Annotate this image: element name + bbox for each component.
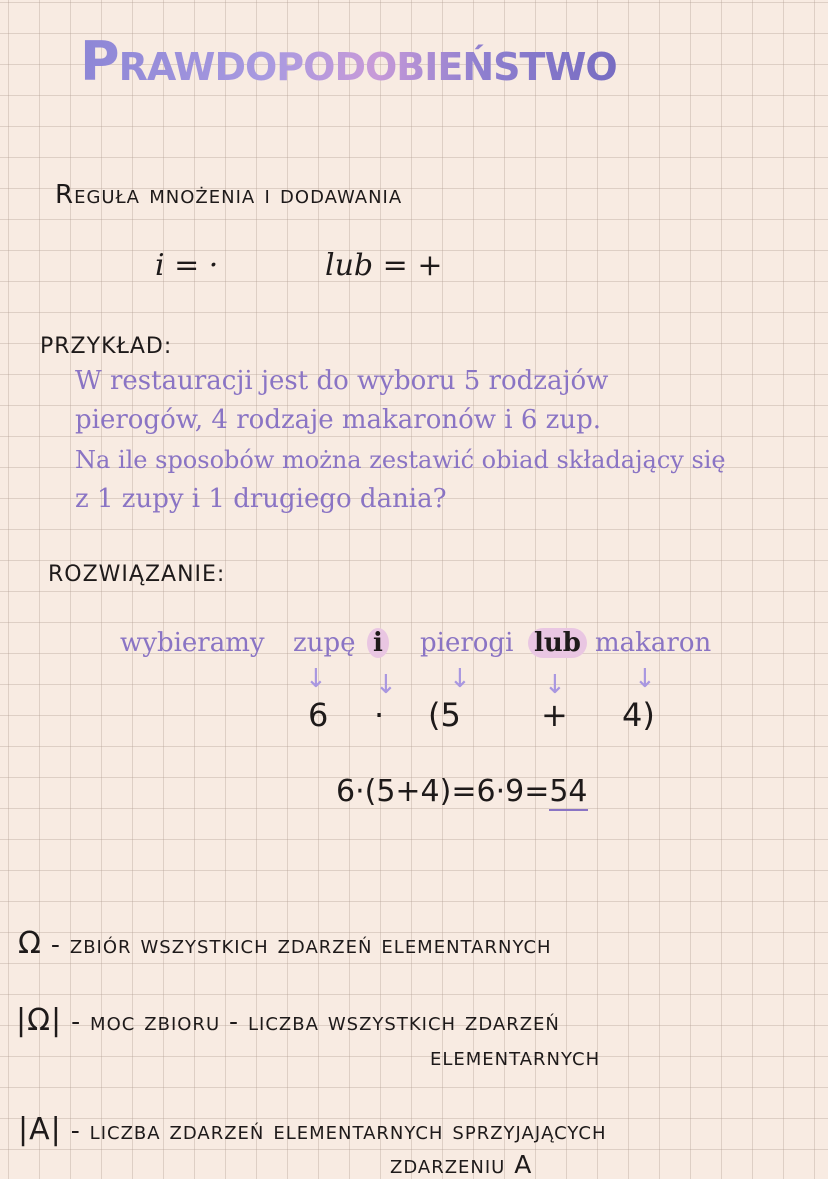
page-title: Prawdopodobieństwo [80,30,617,93]
omega-symbol: Ω [18,926,42,961]
omega-card-text: - moc zbioru - liczba wszystkich zdarzeń [71,1007,560,1036]
value-makaron: 4) [622,696,655,734]
arrow-lub: ↓ [544,670,566,700]
arrow-pierogi: ↓ [449,664,471,694]
example-label: PRZYKŁAD: [40,334,173,359]
word-makaron: makaron [595,628,712,658]
omega-text: - zbiór wszystkich zdarzeń elementarnych [50,930,552,959]
or-rule: lub = + [325,248,443,283]
word-zupe: zupę [293,628,356,658]
omega-card-text-2: elementarnych [430,1042,601,1071]
word-pierogi: pierogi [420,628,514,658]
equation [336,774,588,809]
omega-card-symbol: |Ω| [16,1003,63,1038]
a-symbol: |A| [18,1112,62,1147]
example-line-4: z 1 zupy i 1 drugiego dania? [75,484,447,514]
value-plus: + [541,696,568,734]
a-text: - liczba zdarzeń elementarnych sprzyjających [70,1116,607,1145]
example-line-1: W restauracji jest do wyboru 5 rodzajów [75,366,609,396]
solution-label: ROZWIĄZANIE: [48,562,226,587]
definition-omega-card [16,1003,560,1038]
section-heading: Reguła mnożenia i dodawania [55,180,403,210]
a-text-2: zdarzeniu A [390,1150,533,1179]
and-rule: i = · [155,248,219,283]
equation-main: 6·(5+4)=6·9= [336,774,550,809]
example-line-2: pierogów, 4 rodzaje makaronów i 6 zup. [75,405,602,435]
word-i-highlighted: i [367,628,389,658]
value-pierogi: (5 [428,696,461,734]
arrow-zupe: ↓ [305,664,327,694]
arrow-i: ↓ [375,670,397,700]
value-zupy: 6 [308,696,329,734]
value-times: · [374,696,385,734]
word-wybieramy: wybieramy [120,628,265,658]
example-line-3: Na ile sposobów można zestawić obiad składający się [75,446,726,474]
definition-a [18,1112,607,1147]
equation-result: 54 [549,774,588,809]
arrow-makaron: ↓ [634,664,656,694]
word-lub-highlighted: lub [528,628,587,658]
definition-omega [18,926,552,961]
